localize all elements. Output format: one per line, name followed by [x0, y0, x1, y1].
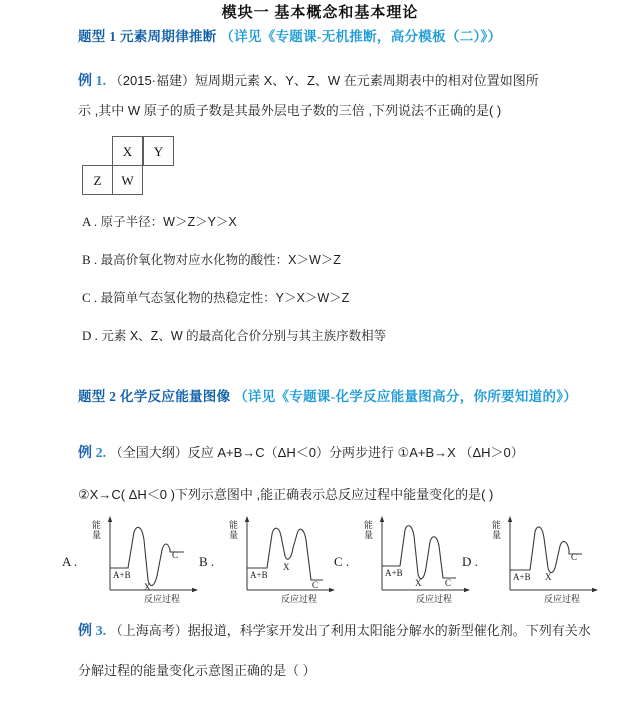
periodic-cell-z: Z: [82, 165, 113, 195]
diagram-b-ylabel-char2: 量: [229, 530, 239, 540]
diagram-a-annotation-ab: A+B: [113, 570, 131, 580]
energy-diagram-c: [332, 512, 477, 604]
diagram-b-annotation-c: C: [312, 580, 319, 590]
diagram-d-annotation-ab: A+B: [513, 572, 531, 582]
energy-diagram-b: [197, 512, 342, 604]
diagram-a-annotation-x: X: [144, 582, 151, 592]
example-1-line-1: [78, 71, 623, 91]
example-3-line-2: 分解过程的能量变化示意图正确的是（ ）: [78, 663, 316, 678]
energy-diagram-a: [60, 512, 205, 604]
diagram-d-annotation-c: C: [571, 552, 578, 562]
periodic-cell-y: Y: [143, 136, 174, 166]
diagram-a-key: A .: [62, 554, 78, 569]
diagram-c-annotation-c: C: [445, 578, 452, 588]
example-1-number: 1.: [95, 74, 107, 89]
energy-diagram-row: [60, 512, 640, 604]
diagram-a-svg: [82, 512, 202, 604]
example-3-label: 例: [78, 624, 92, 639]
option-row-d: [82, 327, 622, 345]
example-1-text-1: （2015·福建）短周期元素 X、Y、Z、W 在元素周期表中的相对位置如图所: [109, 73, 539, 88]
example-2-text-1: （全国大纲）反应 A+B→C（ΔH＜0）分两步进行 ①A+B→X （ΔH＞0）: [109, 445, 524, 460]
option-b-text: 最高价氧化物对应水化物的酸性：X＞W＞Z: [100, 253, 341, 267]
option-row-a: [82, 213, 622, 231]
page-title: 模块一 基本概念和基本理论: [221, 5, 419, 21]
diagram-d-annotation-x: X: [545, 572, 552, 582]
diagram-b-svg: [219, 512, 339, 604]
diagram-d-key: D .: [462, 554, 478, 569]
periodic-cell-w: W: [112, 165, 143, 195]
diagram-b-ylabel-char1: 能: [229, 520, 239, 530]
diagram-c-svg: [354, 512, 474, 604]
diagram-c-ylabel-char1: 能: [364, 520, 374, 530]
example-3-number: 3.: [95, 624, 107, 639]
section-2-reference: （详见《专题课-化学反应能量图高分，你所要知道的》）: [234, 389, 578, 404]
diagram-c-annotation-ab: A+B: [385, 568, 403, 578]
diagram-d-ylabel-char1: 能: [492, 520, 502, 530]
periodic-cell-x: X: [112, 136, 143, 166]
section-2-title: 题型 2 化学反应能量图像: [78, 389, 231, 404]
example-3-text-1: （上海高考）据报道，科学家开发出了利用太阳能分解水的新型催化剂。下列有关水: [109, 623, 591, 638]
section-1-title: 题型 1 元素周期律推断: [78, 29, 217, 44]
section-heading-2: [78, 386, 608, 408]
example-1-line-2: 示 ,其中 W 原子的质子数是其最外层电子数的三倍 ,下列说法不正确的是( ): [78, 103, 502, 118]
example-2-line-1: [78, 443, 623, 463]
diagram-b-key: B .: [199, 554, 215, 569]
diagram-a-ylabel-char2: 量: [92, 530, 102, 540]
diagram-b-annotation-x: X: [283, 562, 290, 572]
diagram-c-ylabel-char2: 量: [364, 530, 374, 540]
section-1-reference: （详见《专题课-无机推断，高分模板（二）》）: [220, 29, 502, 44]
example-2-number: 2.: [95, 446, 107, 461]
diagram-c-annotation-x: X: [415, 578, 422, 588]
option-a-text: 原子半径：W＞Z＞Y＞X: [100, 215, 237, 229]
periodic-position-table: [82, 136, 186, 196]
diagram-a-xlabel: 反应过程: [144, 594, 181, 604]
option-c-text: 最简单气态氢化物的热稳定性：Y＞X＞W＞Z: [100, 291, 350, 305]
option-b-key: B .: [82, 252, 98, 267]
option-c-key: C .: [82, 290, 98, 305]
example-2-line-2: ②X→C( ΔH＜0 )下列示意图中 ,能正确表示总反应过程中能量变化的是( ): [78, 487, 494, 502]
diagram-d-ylabel-char2: 量: [492, 530, 502, 540]
section-heading-1: [78, 26, 618, 48]
example-1-label: 例: [78, 74, 92, 89]
option-d-key: D .: [82, 328, 98, 343]
option-row-c: [82, 289, 622, 307]
diagram-b-xlabel: 反应过程: [281, 594, 318, 604]
option-row-b: [82, 251, 622, 269]
option-a-key: A .: [82, 214, 98, 229]
diagram-a-ylabel-char1: 能: [92, 520, 102, 530]
diagram-d-xlabel: 反应过程: [544, 594, 581, 604]
energy-diagram-d: [460, 512, 605, 604]
diagram-c-key: C .: [334, 554, 350, 569]
diagram-b-annotation-ab: A+B: [250, 570, 268, 580]
example-3-line-1: [78, 621, 623, 641]
option-d-text: 元素 X、Z、W 的最高化合价分别与其主族序数相等: [101, 329, 387, 343]
diagram-c-xlabel: 反应过程: [416, 594, 453, 604]
diagram-a-annotation-c: C: [172, 550, 179, 560]
example-2-label: 例: [78, 446, 92, 461]
diagram-d-svg: [482, 512, 602, 604]
